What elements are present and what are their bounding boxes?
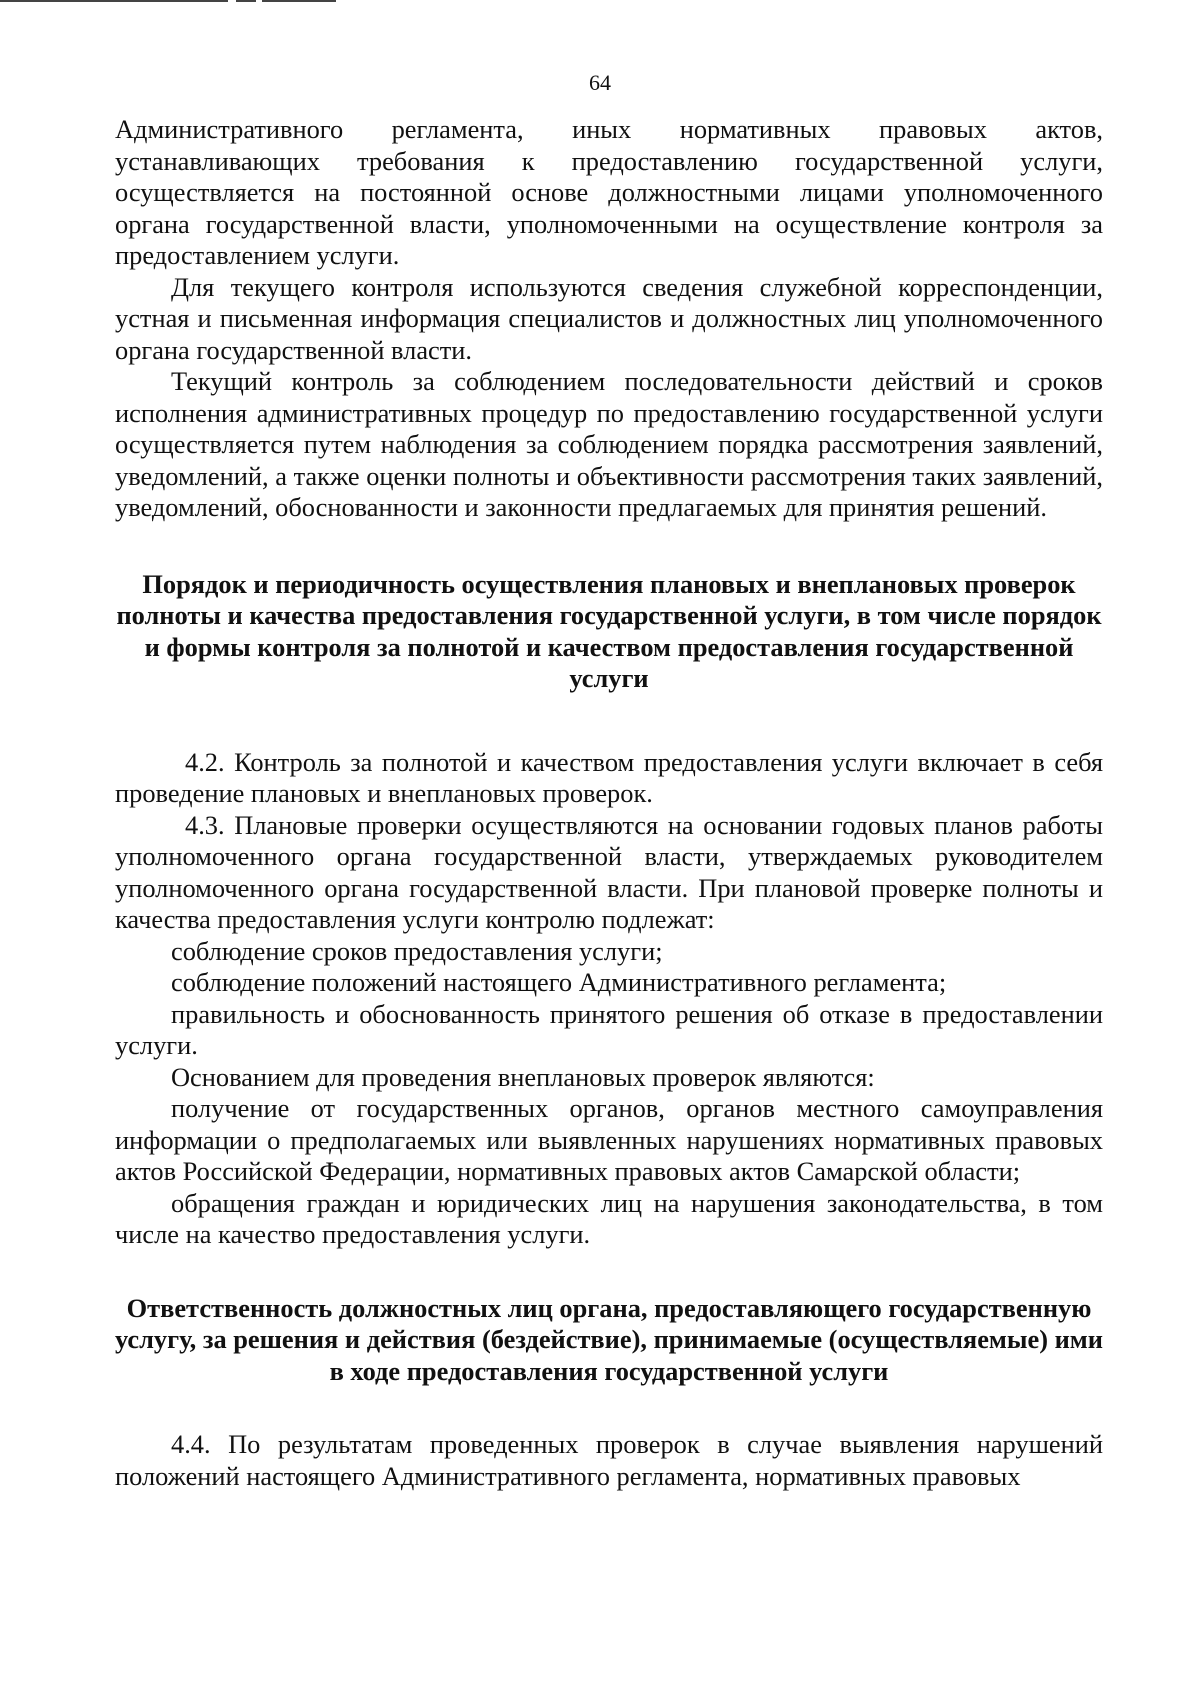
scan-edge-line [262, 0, 336, 2]
list-item: получение от государственных органов, органов местного самоуправления информации о предполагаемых или выявленных нарушениях нормативных правовых актов Российской Федерации, нормативных правовых актов Самарской области; [115, 1093, 1103, 1186]
list-item: соблюдение сроков предоставления услуги; [171, 935, 663, 966]
paragraph: 4.2. Контроль за полнотой и качеством предоставления услуги включает в себя проведение плановых и внеплановых проверок. [115, 746, 1103, 808]
section-heading: Порядок и периодичность осуществления плановых и внеплановых проверок полноты и качества предоставления государственной услуги, в том числе порядок и формы контроля за полнотой и качеством предоставления государственной услуги [116, 568, 1102, 693]
list-item: соблюдение положений настоящего Административного регламента; [171, 967, 947, 997]
paragraph: Для текущего контроля используются сведения служебной корреспонденции, устная и письменная информация специалистов и должностных лиц уполномоченного органа государственной власти. [115, 271, 1103, 365]
section-heading: Ответственность должностных лиц органа, предоставляющего государственную услугу, за решения и действия (бездействие), принимаемые (осуществляемые) ими в ходе предоставления государственной услуги [115, 1292, 1103, 1386]
paragraph: Основанием для проведения внеплановых проверок являются: [171, 1061, 875, 1092]
paragraph: Административного регламента, иных нормативных правовых актов, устанавливающих требования к предоставлению государственной услуги, осуществляется на постоянной основе должностными лицами уполномоченного органа государственной власти, уполномоченными на осуществление контроля за предоставлением услуги. [115, 114, 1103, 270]
scan-edge-line [236, 0, 256, 2]
page-number: 64 [589, 70, 611, 95]
scan-edge-line [0, 0, 228, 2]
list-item: правильность и обоснованность принятого решения об отказе в предоставлении услуги. [115, 998, 1103, 1060]
document-body [115, 114, 1103, 1492]
paragraph: Текущий контроль за соблюдением последовательности действий и сроков исполнения административных процедур по предоставлению государственной услуги осуществляется путем наблюдения за соблюдением порядка рассмотрения заявлений, уведомлений, а также оценки полноты и объективности рассмотрения таких заявлений, уведомлений, обоснованности и законности предлагаемых для принятия решений. [115, 366, 1103, 522]
list-item: обращения граждан и юридических лиц на нарушения законодательства, в том числе на качество предоставления услуги. [115, 1187, 1103, 1249]
paragraph: 4.4. По результатам проведенных проверок в случае выявления нарушений положений настоящего Административного регламента, нормативных правовых [115, 1429, 1103, 1491]
paragraph: 4.3. Плановые проверки осуществляются на основании годовых планов работы уполномоченного органа государственной власти, утверждаемых руководителем уполномоченного органа государственной власти. При плановой проверке полноты и качества предоставления услуги контролю подлежат: [115, 809, 1103, 934]
